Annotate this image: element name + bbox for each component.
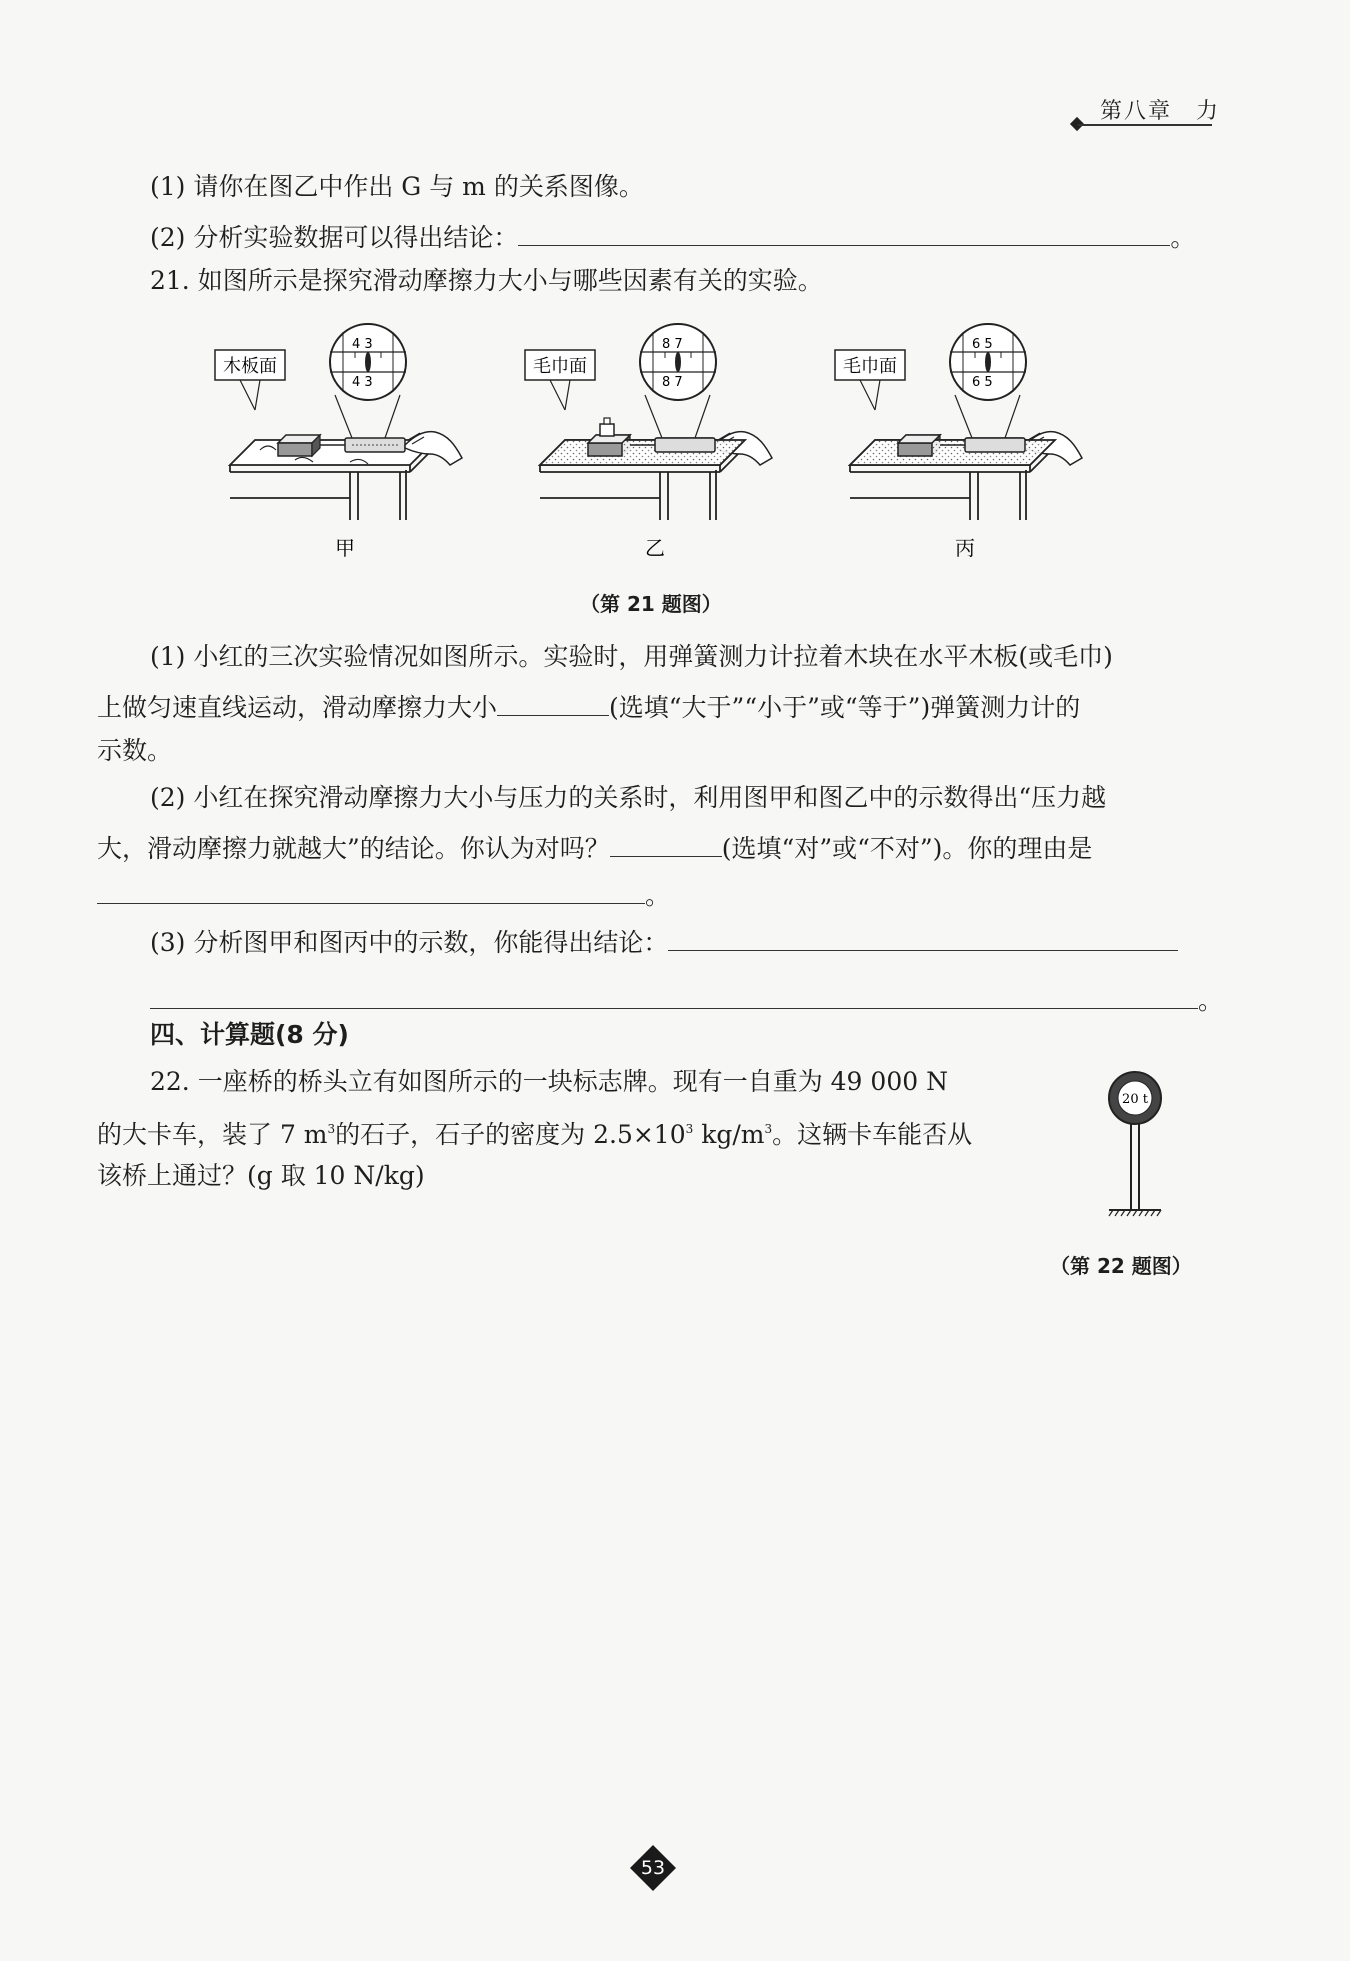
q21-p1-text-b: (选填“大于”“小于”或“等于”)弹簧测力计的 bbox=[609, 693, 1081, 722]
q21-p1-blank[interactable] bbox=[497, 687, 609, 716]
q21-p2-end: 。 bbox=[645, 881, 671, 910]
q20-part1: (1) 请你在图乙中作出 G 与 m 的关系图像。 bbox=[150, 172, 644, 201]
dial-bottom-yi: 8 7 bbox=[662, 375, 683, 390]
surface-label-yi: 毛巾面 bbox=[533, 356, 587, 377]
q21-p1-text-a: 上做匀速直线运动，滑动摩擦力大小 bbox=[97, 693, 498, 722]
figure-yi bbox=[525, 324, 772, 560]
q22-sup-a: 3 bbox=[327, 1122, 336, 1136]
q20-answer-blank[interactable] bbox=[518, 217, 1170, 246]
q22-sup-c: 3 bbox=[764, 1122, 773, 1136]
q21-p2-line1: (2) 小红在探究滑动摩擦力大小与压力的关系时，利用图甲和图乙中的示数得出“压力越 bbox=[150, 783, 1107, 812]
dial-bottom-jia: 4 3 bbox=[352, 375, 373, 390]
q21-p1-line1: (1) 小红的三次实验情况如图所示。实验时，用弹簧测力计拉着木块在水平木板(或毛巾) bbox=[150, 642, 1113, 671]
q21-p2-line3 bbox=[97, 875, 670, 913]
figure-bing bbox=[835, 324, 1082, 560]
q22-sup-b: 3 bbox=[685, 1122, 694, 1136]
q22-text-b: 的石子，石子的密度为 2.5×10 bbox=[335, 1120, 686, 1149]
q21-p2-reason-blank[interactable] bbox=[97, 875, 645, 904]
page-number-badge bbox=[628, 1843, 678, 1893]
q21-stem: 21. 如图所示是探究滑动摩擦力大小与哪些因素有关的实验。 bbox=[150, 266, 823, 295]
chapter-header: 第八章 力 bbox=[1100, 99, 1221, 124]
q21-p2-blank[interactable] bbox=[610, 828, 722, 857]
q21-p3-blank-2[interactable] bbox=[150, 980, 1198, 1009]
q22-line2 bbox=[97, 1112, 972, 1152]
section-four-title: 四、计算题(8 分) bbox=[150, 1020, 349, 1049]
figure-label-bing: 丙 bbox=[955, 536, 975, 560]
q20-part2-end: 。 bbox=[1170, 223, 1196, 252]
q21-p3-line1 bbox=[150, 922, 1178, 960]
q22-line3: 该桥上通过？(g 取 10 N/kg) bbox=[97, 1161, 425, 1190]
q22-text-c: kg/m bbox=[693, 1120, 765, 1149]
q21-p1-line3: 示数。 bbox=[97, 736, 173, 765]
q20-part2-text: (2) 分析实验数据可以得出结论： bbox=[150, 223, 519, 252]
bridge-sign-icon bbox=[1095, 1070, 1175, 1220]
surface-label-jia: 木板面 bbox=[223, 356, 277, 377]
q22-text-d: 。这辆卡车能否从 bbox=[772, 1120, 973, 1149]
figure-label-yi: 乙 bbox=[645, 536, 665, 560]
q22-figure-caption: （第 22 题图） bbox=[1050, 1254, 1192, 1278]
figure-label-jia: 甲 bbox=[335, 536, 355, 560]
q21-p2-text-b: (选填“对”或“不对”)。你的理由是 bbox=[721, 834, 1093, 863]
q21-p3-text: (3) 分析图甲和图丙中的示数，你能得出结论： bbox=[150, 928, 669, 957]
q21-p1-line2 bbox=[97, 687, 1080, 725]
surface-label-bing: 毛巾面 bbox=[843, 356, 897, 377]
q21-p3-blank-1[interactable] bbox=[668, 922, 1178, 951]
dial-top-jia: 4 3 bbox=[352, 337, 373, 352]
sign-limit-text: 20 t bbox=[1122, 1092, 1148, 1107]
dial-top-yi: 8 7 bbox=[662, 337, 683, 352]
page-number: 53 bbox=[640, 1857, 666, 1879]
q21-p2-text-a: 大，滑动摩擦力就越大”的结论。你认为对吗？ bbox=[97, 834, 610, 863]
q21-p2-line2 bbox=[97, 828, 1092, 866]
q21-figure bbox=[200, 320, 1120, 570]
q22-text-a: 的大卡车，装了 7 m bbox=[97, 1120, 328, 1149]
q20-part2 bbox=[150, 217, 1195, 255]
dial-bottom-bing: 6 5 bbox=[972, 375, 993, 390]
q22-line1: 22. 一座桥的桥头立有如图所示的一块标志牌。现有一自重为 49 000 N bbox=[150, 1067, 948, 1096]
q21-p3-end: 。 bbox=[1198, 986, 1224, 1015]
q21-p3-line2 bbox=[150, 980, 1223, 1018]
header-rule bbox=[1078, 124, 1212, 126]
figure-jia bbox=[215, 324, 462, 560]
q21-figure-caption: （第 21 题图） bbox=[580, 592, 722, 616]
dial-top-bing: 6 5 bbox=[972, 337, 993, 352]
